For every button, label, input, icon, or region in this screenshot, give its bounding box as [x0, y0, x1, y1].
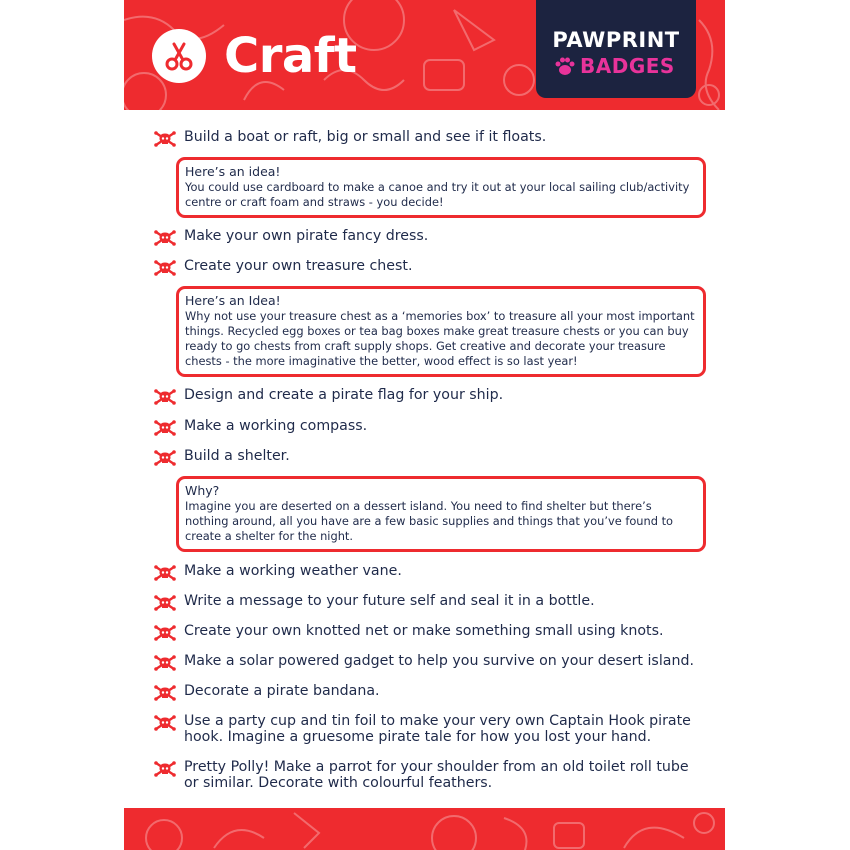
skull-crossbones-icon [154, 389, 176, 405]
list-item-text: Create your own treasure chest. [184, 258, 413, 274]
skull-crossbones-icon [154, 420, 176, 436]
idea-box [176, 157, 706, 218]
list-item-text: Design and create a pirate flag for your ship. [184, 387, 504, 403]
idea-body: Why not use your treasure chest as a ‘memories box’ to treasure all your most important things. Recycled egg boxes or tea bag boxes make great treasure chests or you can buy ready to go chests from craft supply shops. Get creative and decorate your treasure chests - the more imaginative the better, wood effect is so last year! [185, 309, 695, 368]
footer-banner [124, 808, 725, 850]
why-heading: Why? [185, 483, 220, 498]
list-item-text: Make a working weather vane. [184, 563, 402, 579]
list-item [154, 448, 704, 466]
list-item [154, 653, 704, 671]
list-item-text: Decorate a pirate bandana. [184, 683, 380, 699]
list-item-text: Build a shelter. [184, 448, 290, 464]
logo-word-badges: BADGES [580, 54, 675, 78]
skull-crossbones-icon [154, 655, 176, 671]
skull-crossbones-icon [154, 715, 176, 731]
paw-icon [554, 56, 576, 76]
list-item [154, 683, 704, 701]
idea-heading: Here’s an idea! [185, 164, 281, 179]
idea-body: You could use cardboard to make a canoe and try it out at your local sailing club/activity centre or craft foam and straws - you decide! [185, 180, 690, 209]
why-body: Imagine you are deserted on a dessert island. You need to find shelter but there’s nothing around, all you have are a few basic supplies and things that you’ve found to create a shelter for the night. [185, 499, 674, 543]
list-item-text: Create your own knotted net or make something small using knots. [184, 623, 664, 639]
list-item [154, 593, 704, 611]
skull-crossbones-icon [154, 761, 176, 777]
skull-crossbones-icon [154, 595, 176, 611]
skull-crossbones-icon [154, 565, 176, 581]
list-item-text: Make a solar powered gadget to help you survive on your desert island. [184, 653, 694, 669]
list-item [154, 258, 704, 276]
list-item-text: Build a boat or raft, big or small and see if it floats. [184, 129, 547, 145]
list-item-text: Make a working compass. [184, 418, 368, 434]
list-item [154, 129, 704, 147]
list-item [154, 387, 704, 405]
why-box [176, 476, 706, 552]
pawprint-badges-logo [536, 0, 696, 98]
page-title: Craft [224, 28, 357, 84]
list-item [154, 228, 704, 246]
list-item-text: Write a message to your future self and seal it in a bottle. [184, 593, 595, 609]
skull-crossbones-icon [154, 625, 176, 641]
scissors-icon [152, 29, 206, 83]
list-item-text: Pretty Polly! Make a parrot for your shoulder from an old toilet roll tube or similar. Decorate with colourful feathers. [184, 759, 689, 791]
list-item-text: Make your own pirate fancy dress. [184, 228, 429, 244]
logo-word-pawprint: PAWPRINT [552, 28, 680, 52]
idea-heading: Here’s an Idea! [185, 293, 281, 308]
title-group [152, 28, 357, 84]
list-item-text: Use a party cup and tin foil to make your very own Captain Hook pirate hook. Imagine a gruesome pirate tale for how you lost your hand. [184, 713, 691, 745]
skull-crossbones-icon [154, 230, 176, 246]
skull-crossbones-icon [154, 131, 176, 147]
skull-crossbones-icon [154, 685, 176, 701]
skull-crossbones-icon [154, 260, 176, 276]
header-banner [124, 0, 725, 110]
logo-badges-row [554, 54, 686, 78]
footer-doodles [124, 808, 725, 850]
list-item [154, 418, 704, 436]
list-item [154, 759, 704, 791]
list-item [154, 713, 704, 745]
skull-crossbones-icon [154, 450, 176, 466]
list-item [154, 563, 704, 581]
badge-page [124, 0, 725, 850]
idea-box [176, 286, 706, 377]
list-item [154, 623, 704, 641]
